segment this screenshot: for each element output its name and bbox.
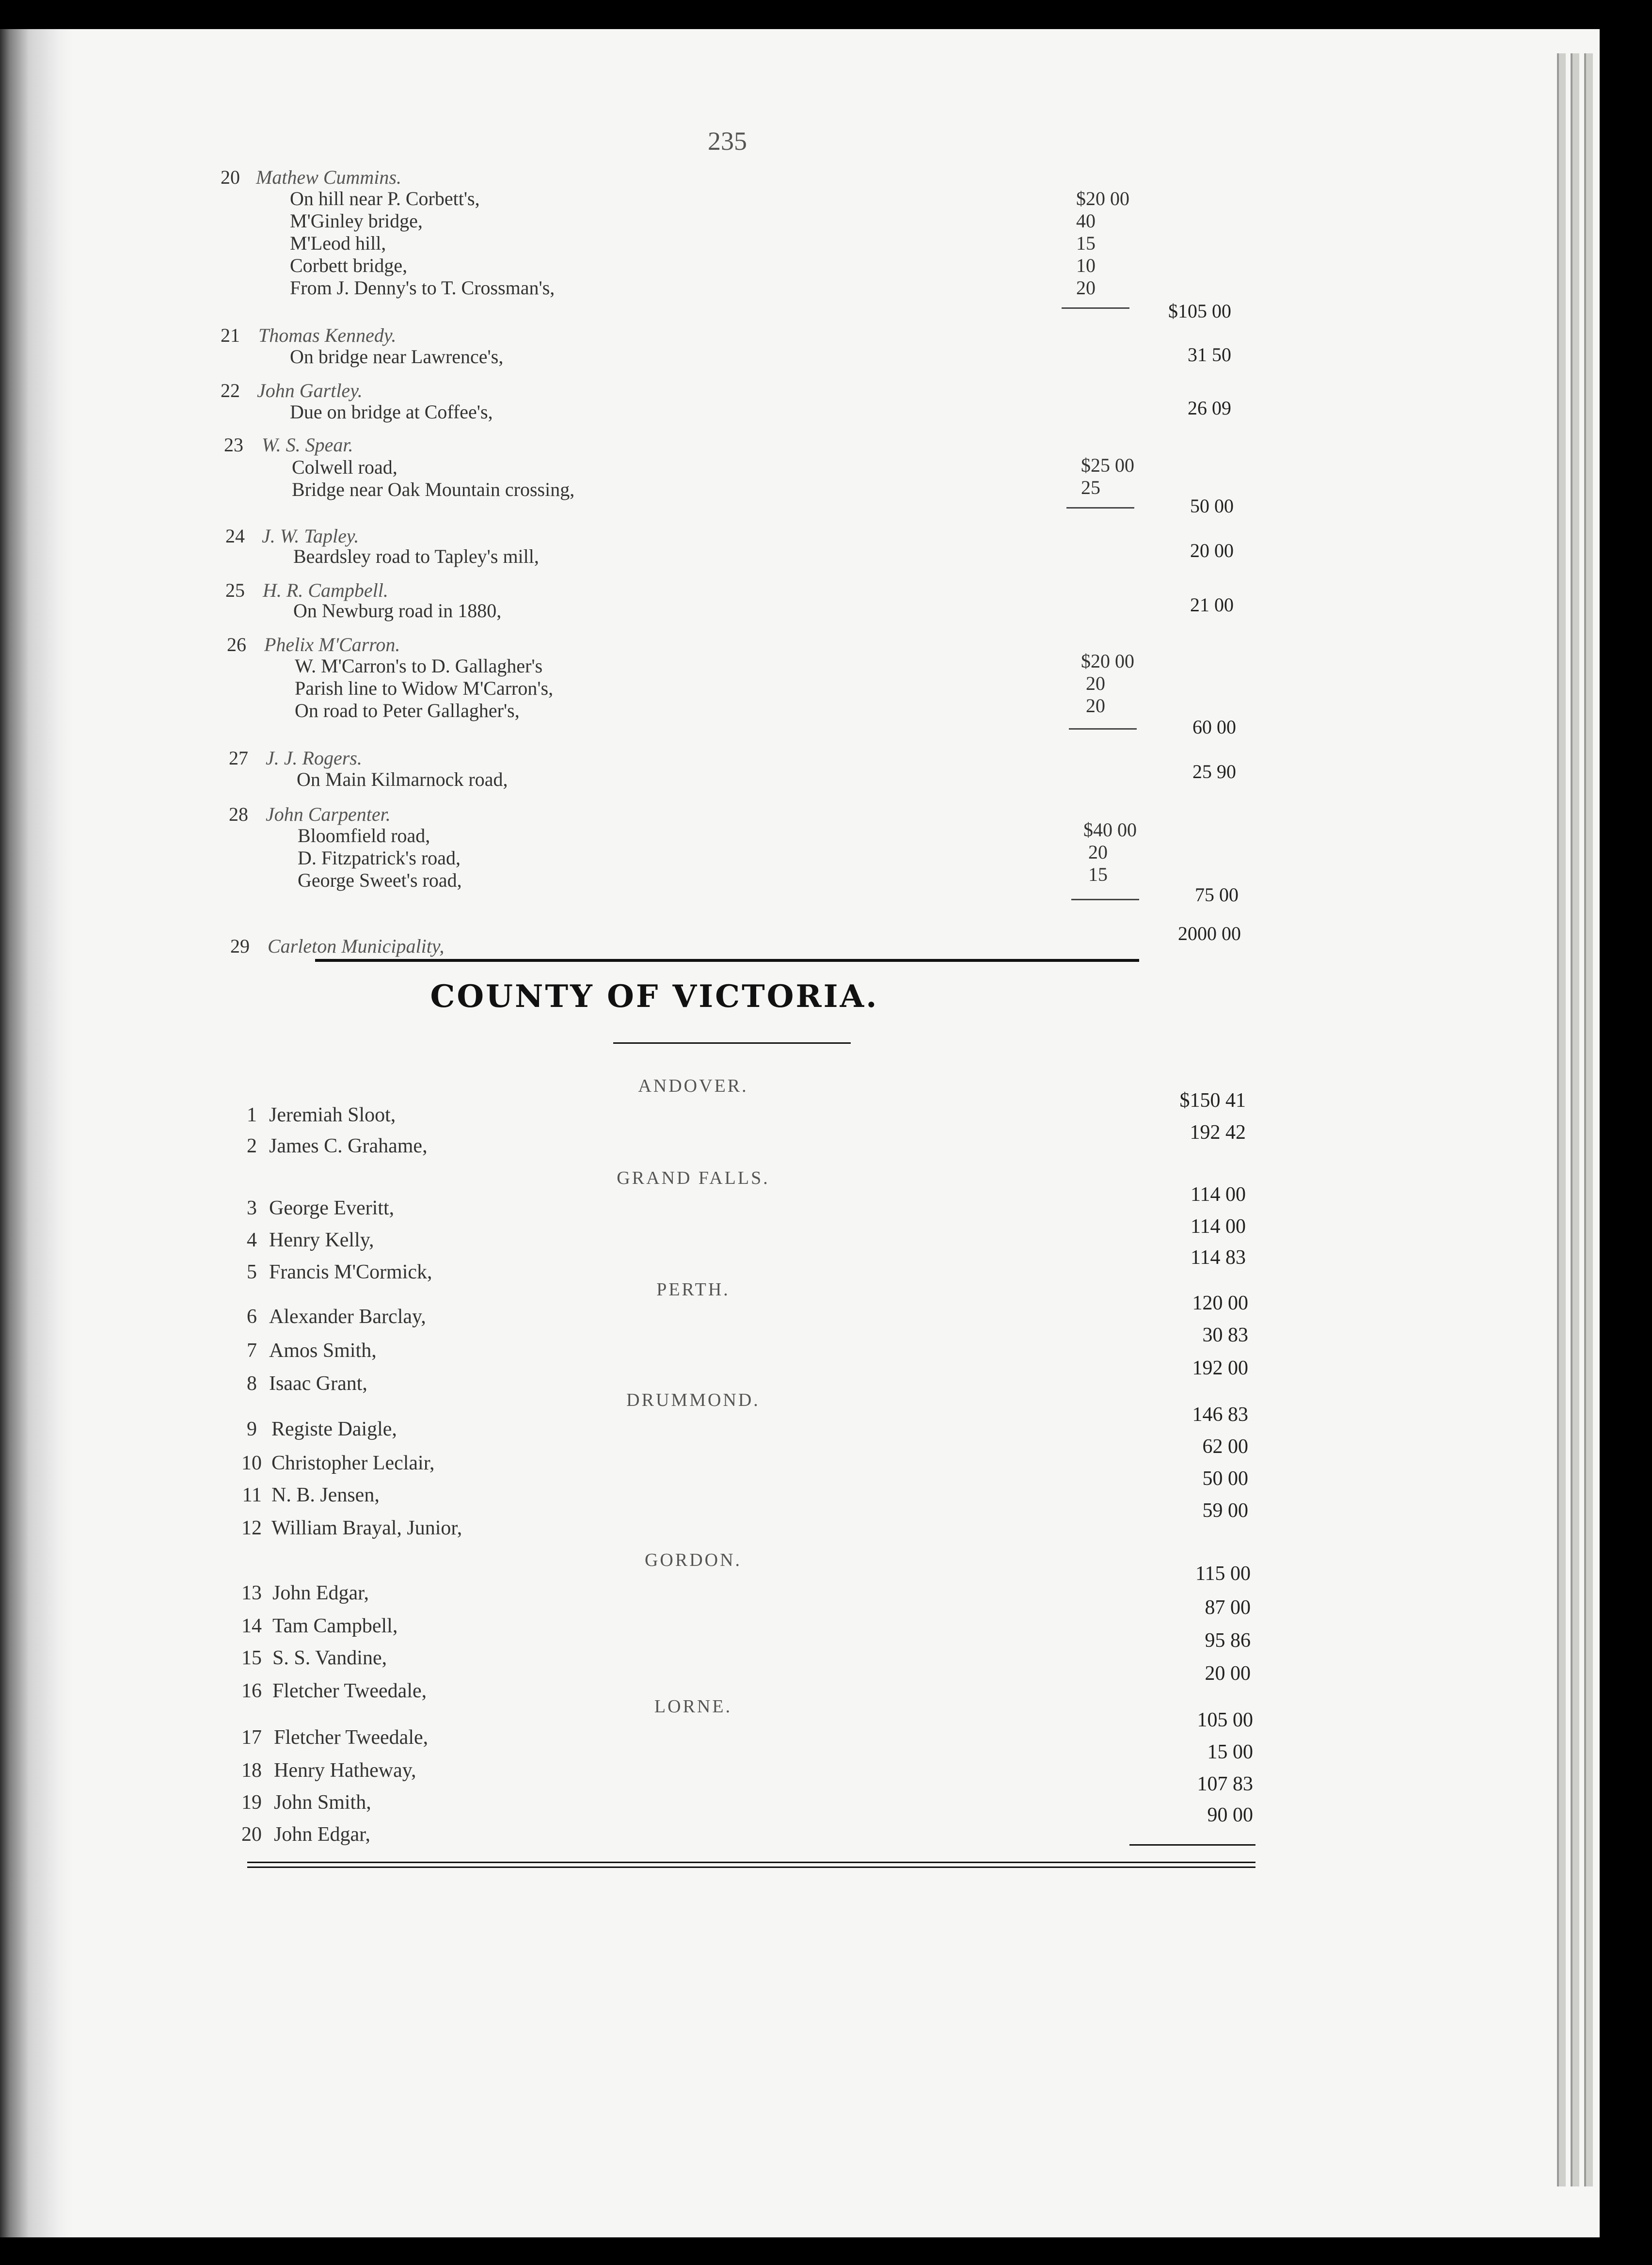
row-name: William Brayal, Junior,	[271, 1517, 462, 1539]
entry-item: Bridge near Oak Mountain crossing,	[292, 479, 575, 500]
entry-number: 27	[229, 747, 248, 769]
entry-total: 21 00	[1190, 594, 1234, 616]
row-name: Amos Smith,	[269, 1340, 377, 1362]
item-amount: $40 00	[1083, 819, 1137, 841]
row-name: Isaac Grant,	[269, 1372, 367, 1395]
item-amount: 20	[1076, 277, 1096, 299]
closing-rule	[247, 1862, 1255, 1863]
row-amount: 30 83	[1202, 1324, 1248, 1346]
row-number: 18	[241, 1759, 262, 1782]
row-amount: 105 00	[1197, 1709, 1253, 1731]
row-number: 1	[247, 1104, 257, 1126]
entry-item: From J. Denny's to T. Crossman's,	[290, 277, 555, 299]
closing-rule	[247, 1866, 1255, 1868]
entry-item: M'Leod hill,	[290, 232, 386, 254]
entry-item: M'Ginley bridge,	[290, 210, 423, 232]
entry-name: Phelix M'Carron.	[264, 634, 400, 655]
row-amount: 59 00	[1202, 1499, 1248, 1522]
row-number: 3	[247, 1197, 257, 1219]
entry-number: 21	[221, 324, 240, 346]
row-number: 19	[241, 1791, 262, 1814]
row-amount: 87 00	[1205, 1596, 1251, 1619]
parish-heading: PERTH.	[656, 1279, 730, 1300]
row-number: 4	[247, 1229, 257, 1251]
row-amount: 20 00	[1205, 1662, 1251, 1685]
book-spine-shadow	[0, 29, 73, 2237]
entry-item: Colwell road,	[292, 456, 397, 478]
row-number: 11	[242, 1484, 262, 1506]
parish-heading: DRUMMOND.	[626, 1390, 760, 1410]
row-name: S. S. Vandine,	[272, 1647, 387, 1669]
row-name: James C. Grahame,	[269, 1135, 428, 1157]
item-amount: 20	[1088, 841, 1108, 863]
entry-number: 24	[225, 525, 245, 547]
row-number: 7	[247, 1340, 257, 1362]
parish-heading: GRAND FALLS.	[617, 1168, 770, 1188]
row-amount: 95 86	[1205, 1629, 1251, 1652]
entry-item: W. M'Carron's to D. Gallagher's	[295, 655, 543, 677]
row-name: John Edgar,	[272, 1582, 369, 1604]
entry-name: Carleton Municipality,	[268, 935, 445, 957]
row-name: Tam Campbell,	[272, 1615, 398, 1637]
item-amount: 40	[1076, 210, 1096, 232]
row-name: N. B. Jensen,	[271, 1484, 380, 1506]
row-name: Christopher Leclair,	[271, 1452, 435, 1474]
item-amount: 20	[1086, 672, 1105, 694]
entry-total: 60 00	[1192, 716, 1236, 738]
entry-number: 23	[224, 434, 243, 456]
row-number: 6	[247, 1306, 257, 1328]
row-number: 14	[241, 1615, 262, 1637]
entry-number: 26	[227, 634, 246, 655]
parish-heading: LORNE.	[654, 1696, 732, 1717]
row-number: 17	[241, 1726, 262, 1749]
row-name: Fletcher Tweedale,	[272, 1680, 427, 1702]
row-amount: 15 00	[1207, 1741, 1253, 1763]
entry-item: Parish line to Widow M'Carron's,	[295, 677, 554, 699]
row-name: John Edgar,	[274, 1823, 370, 1846]
row-amount: 62 00	[1202, 1436, 1248, 1458]
document-page	[0, 29, 1600, 2237]
row-name: Alexander Barclay,	[269, 1306, 426, 1328]
entry-item: Due on bridge at Coffee's,	[290, 401, 493, 423]
row-amount: 114 00	[1191, 1215, 1246, 1238]
entry-name: H. R. Campbell.	[263, 579, 388, 601]
row-number: 12	[241, 1517, 262, 1539]
entry-item: On Main Kilmarnock road,	[297, 768, 508, 790]
row-number: 8	[247, 1372, 257, 1395]
entry-name: Mathew Cummins.	[256, 166, 401, 188]
row-name: Jeremiah Sloot,	[269, 1104, 396, 1126]
entry-item: Corbett bridge,	[290, 255, 408, 276]
row-name: Fletcher Tweedale,	[274, 1726, 429, 1749]
row-name: George Everitt,	[269, 1197, 395, 1219]
page-edge	[1584, 53, 1593, 2186]
entry-item: George Sweet's road,	[298, 869, 462, 891]
county-heading: COUNTY OF VICTORIA.	[430, 978, 879, 1015]
entry-number: 29	[230, 935, 250, 957]
row-number: 2	[247, 1135, 257, 1157]
entry-total: 25 90	[1192, 761, 1236, 782]
entry-total: 75 00	[1195, 884, 1239, 906]
column-total-rule	[1129, 1844, 1255, 1846]
row-number: 20	[241, 1823, 262, 1846]
entry-item: On hill near P. Corbett's,	[290, 188, 480, 209]
row-amount: 107 83	[1197, 1773, 1253, 1795]
entry-number: 20	[221, 166, 240, 188]
entry-name: W. S. Spear.	[262, 434, 353, 456]
entry-item: D. Fitzpatrick's road,	[298, 847, 461, 869]
row-amount: 115 00	[1195, 1563, 1251, 1585]
entry-item: On bridge near Lawrence's,	[290, 346, 504, 367]
entry-name: J. J. Rogers.	[266, 747, 362, 769]
entry-number: 28	[229, 803, 248, 825]
row-amount: 192 00	[1192, 1357, 1248, 1379]
item-amount: $25 00	[1081, 454, 1134, 476]
row-number: 5	[247, 1261, 257, 1283]
page-number: 235	[708, 127, 747, 156]
entry-total: $105 00	[1168, 300, 1231, 322]
entry-total: 26 09	[1188, 397, 1231, 419]
entry-name: John Gartley.	[257, 380, 363, 401]
item-amount: 25	[1081, 477, 1100, 498]
row-name: John Smith,	[274, 1791, 371, 1814]
row-amount: $150 41	[1179, 1089, 1246, 1112]
row-number: 13	[241, 1582, 262, 1604]
entry-total: 20 00	[1190, 540, 1234, 561]
row-amount: 146 83	[1192, 1404, 1248, 1426]
item-amount: $20 00	[1076, 188, 1129, 209]
item-amount: $20 00	[1081, 650, 1134, 672]
section-rule	[315, 959, 1139, 962]
entry-item: Beardsley road to Tapley's mill,	[293, 545, 539, 567]
entry-number: 22	[221, 380, 240, 401]
item-amount: 20	[1086, 695, 1105, 717]
row-name: Francis M'Cormick,	[269, 1261, 432, 1283]
entry-total: 50 00	[1190, 495, 1234, 517]
row-amount: 50 00	[1202, 1467, 1248, 1490]
row-amount: 120 00	[1192, 1292, 1248, 1314]
row-amount: 114 83	[1191, 1246, 1246, 1269]
parish-heading: ANDOVER.	[638, 1076, 748, 1096]
row-amount: 192 42	[1190, 1121, 1246, 1144]
row-number: 15	[241, 1647, 262, 1669]
page-edge	[1571, 53, 1579, 2186]
entry-item: On Newburg road in 1880,	[293, 600, 502, 622]
entry-number: 25	[225, 579, 245, 601]
entry-name: John Carpenter.	[266, 803, 391, 825]
entry-total: 2000 00	[1178, 923, 1241, 944]
entry-item: On road to Peter Gallagher's,	[295, 700, 520, 721]
item-amount: 15	[1088, 863, 1108, 885]
entry-total: 31 50	[1188, 344, 1231, 366]
item-amount: 15	[1076, 232, 1096, 254]
entry-item: Bloomfield road,	[298, 825, 430, 846]
entry-name: J. W. Tapley.	[262, 525, 359, 547]
row-amount: 90 00	[1207, 1804, 1253, 1826]
row-name: Henry Kelly,	[269, 1229, 374, 1251]
row-number: 10	[241, 1452, 262, 1474]
item-amount: 10	[1076, 255, 1096, 276]
row-number: 16	[241, 1680, 262, 1702]
row-name: Henry Hatheway,	[274, 1759, 416, 1782]
heading-underline	[613, 1042, 851, 1044]
entry-name: Thomas Kennedy.	[258, 324, 397, 346]
parish-heading: GORDON.	[644, 1550, 742, 1570]
row-name: Registe Daigle,	[271, 1418, 397, 1440]
row-number: 9	[247, 1418, 257, 1440]
page-edge	[1557, 53, 1566, 2186]
row-amount: 114 00	[1191, 1183, 1246, 1206]
